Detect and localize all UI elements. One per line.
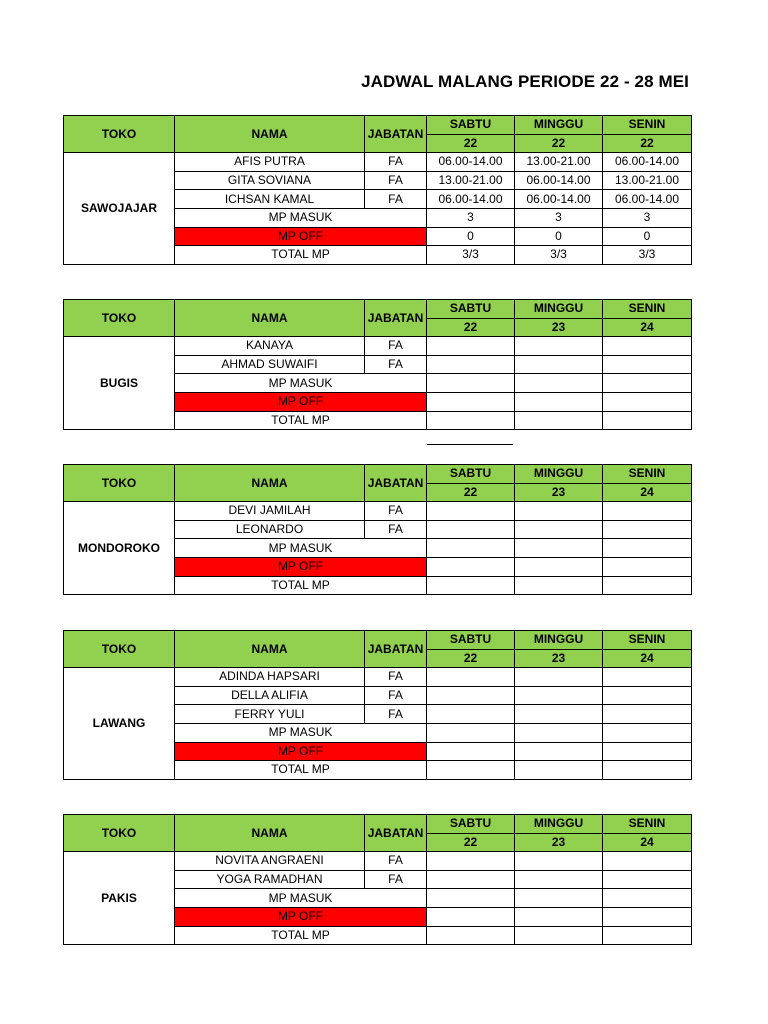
header-day: SABTU — [427, 300, 515, 319]
mp-off-value — [515, 742, 603, 761]
header-jabatan: JABATAN — [365, 815, 427, 852]
header-jabatan: JABATAN — [365, 465, 427, 502]
mp-off-value — [515, 907, 603, 926]
shift-cell: 06.00-14.00 — [427, 153, 515, 172]
header-date: 22 — [427, 318, 515, 337]
total-mp-label: TOTAL MP — [175, 761, 427, 780]
schedule-table — [63, 464, 692, 595]
store-table-mondoroko — [63, 464, 692, 595]
mp-masuk-value — [515, 723, 603, 742]
staff-name: DEVI JAMILAH — [175, 502, 365, 521]
header-day: MINGGU — [515, 465, 603, 484]
mp-off-value: 0 — [427, 227, 515, 246]
total-mp-label: TOTAL MP — [175, 246, 427, 265]
mp-off-value — [603, 557, 692, 576]
total-mp-value — [515, 926, 603, 945]
shift-cell — [515, 870, 603, 889]
total-mp-value — [427, 761, 515, 780]
shift-cell — [427, 686, 515, 705]
mp-masuk-value — [603, 889, 692, 908]
shift-cell — [603, 520, 692, 539]
header-row — [64, 465, 692, 484]
staff-row — [64, 668, 692, 687]
shift-cell — [603, 686, 692, 705]
header-toko: TOKO — [64, 815, 175, 852]
header-day: MINGGU — [515, 300, 603, 319]
total-mp-value: 3/3 — [427, 246, 515, 265]
header-date: 23 — [515, 833, 603, 852]
mp-off-value — [603, 907, 692, 926]
header-date: 24 — [603, 318, 692, 337]
staff-name: GITA SOVIANA — [175, 171, 365, 190]
staff-role: FA — [365, 337, 427, 356]
mp-masuk-value — [603, 723, 692, 742]
shift-cell — [603, 502, 692, 521]
staff-role: FA — [365, 686, 427, 705]
staff-name: KANAYA — [175, 337, 365, 356]
total-mp-label: TOTAL MP — [175, 926, 427, 945]
header-date: 24 — [603, 483, 692, 502]
shift-cell — [515, 502, 603, 521]
staff-name: ADINDA HAPSARI — [175, 668, 365, 687]
header-date: 22 — [515, 134, 603, 153]
header-nama: NAMA — [175, 815, 365, 852]
header-jabatan: JABATAN — [365, 631, 427, 668]
total-mp-value — [427, 926, 515, 945]
total-mp-label: TOTAL MP — [175, 576, 427, 595]
staff-role: FA — [365, 870, 427, 889]
mp-masuk-value: 3 — [427, 208, 515, 227]
header-date: 23 — [515, 483, 603, 502]
mp-off-value: 0 — [515, 227, 603, 246]
mp-masuk-label: MP MASUK — [175, 723, 427, 742]
store-name: PAKIS — [64, 852, 175, 945]
shift-cell — [515, 355, 603, 374]
header-nama: NAMA — [175, 300, 365, 337]
mp-masuk-label: MP MASUK — [175, 208, 427, 227]
header-toko: TOKO — [64, 631, 175, 668]
header-day: MINGGU — [515, 815, 603, 834]
total-mp-value — [603, 411, 692, 430]
page-title: JADWAL MALANG PERIODE 22 - 28 MEI — [361, 72, 689, 91]
shift-cell: 13.00-21.00 — [603, 171, 692, 190]
staff-name: NOVITA ANGRAENI — [175, 852, 365, 871]
shift-cell — [515, 337, 603, 356]
header-date: 22 — [603, 134, 692, 153]
header-toko: TOKO — [64, 116, 175, 153]
header-day: SENIN — [603, 300, 692, 319]
shift-cell — [515, 686, 603, 705]
store-name: SAWOJAJAR — [64, 153, 175, 265]
schedule-table — [63, 630, 692, 780]
total-mp-value — [603, 761, 692, 780]
header-date: 22 — [427, 833, 515, 852]
header-day: SENIN — [603, 465, 692, 484]
staff-role: FA — [365, 171, 427, 190]
total-mp-label: TOTAL MP — [175, 411, 427, 430]
shift-cell — [427, 520, 515, 539]
header-day: MINGGU — [515, 116, 603, 135]
staff-role: FA — [365, 852, 427, 871]
total-mp-value: 3/3 — [603, 246, 692, 265]
header-day: SENIN — [603, 815, 692, 834]
mp-off-value — [427, 392, 515, 411]
header-day: SABTU — [427, 815, 515, 834]
staff-role: FA — [365, 668, 427, 687]
header-date: 23 — [515, 318, 603, 337]
shift-cell — [603, 870, 692, 889]
mp-masuk-value — [427, 374, 515, 393]
mp-masuk-value — [427, 539, 515, 558]
mp-masuk-label: MP MASUK — [175, 889, 427, 908]
header-toko: TOKO — [64, 465, 175, 502]
store-table-lawang — [63, 630, 692, 780]
header-day: SABTU — [427, 631, 515, 650]
header-day: MINGGU — [515, 631, 603, 650]
total-mp-value — [515, 576, 603, 595]
shift-cell: 06.00-14.00 — [515, 190, 603, 209]
shift-cell — [603, 337, 692, 356]
mp-masuk-value — [515, 374, 603, 393]
staff-name: LEONARDO — [175, 520, 365, 539]
staff-role: FA — [365, 502, 427, 521]
mp-off-label: MP OFF — [175, 227, 427, 246]
header-date: 22 — [427, 649, 515, 668]
header-day: SABTU — [427, 116, 515, 135]
header-nama: NAMA — [175, 465, 365, 502]
header-toko: TOKO — [64, 300, 175, 337]
mp-off-label: MP OFF — [175, 907, 427, 926]
staff-name: ICHSAN KAMAL — [175, 190, 365, 209]
shift-cell — [515, 705, 603, 724]
shift-cell: 06.00-14.00 — [515, 171, 603, 190]
mp-masuk-label: MP MASUK — [175, 539, 427, 558]
staff-role: FA — [365, 190, 427, 209]
schedule-table — [63, 115, 692, 265]
total-mp-value — [603, 926, 692, 945]
shift-cell: 06.00-14.00 — [603, 153, 692, 172]
shift-cell — [427, 852, 515, 871]
shift-cell — [427, 337, 515, 356]
header-row — [64, 116, 692, 135]
shift-cell — [427, 502, 515, 521]
mp-masuk-label: MP MASUK — [175, 374, 427, 393]
schedule-table — [63, 814, 692, 945]
total-mp-value — [427, 411, 515, 430]
header-day: SENIN — [603, 631, 692, 650]
shift-cell — [603, 668, 692, 687]
total-mp-value — [515, 411, 603, 430]
header-date: 22 — [427, 483, 515, 502]
total-mp-value — [515, 761, 603, 780]
mp-off-value — [515, 392, 603, 411]
staff-name: FERRY YULI — [175, 705, 365, 724]
mp-masuk-value — [515, 889, 603, 908]
store-table-sawojajar — [63, 115, 692, 265]
staff-row — [64, 153, 692, 172]
header-nama: NAMA — [175, 631, 365, 668]
total-mp-value — [603, 576, 692, 595]
staff-row — [64, 337, 692, 356]
header-jabatan: JABATAN — [365, 300, 427, 337]
staff-role: FA — [365, 520, 427, 539]
header-row — [64, 300, 692, 319]
header-row — [64, 815, 692, 834]
staff-name: AHMAD SUWAIFI — [175, 355, 365, 374]
mp-off-value — [603, 392, 692, 411]
staff-row — [64, 502, 692, 521]
store-name: LAWANG — [64, 668, 175, 780]
shift-cell — [427, 668, 515, 687]
divider-line — [427, 444, 513, 445]
header-row — [64, 631, 692, 650]
staff-name: AFIS PUTRA — [175, 153, 365, 172]
staff-name: YOGA RAMADHAN — [175, 870, 365, 889]
mp-masuk-value — [603, 539, 692, 558]
shift-cell — [427, 870, 515, 889]
shift-cell — [515, 852, 603, 871]
header-day: SABTU — [427, 465, 515, 484]
header-date: 24 — [603, 833, 692, 852]
mp-off-value — [427, 557, 515, 576]
store-table-bugis — [63, 299, 692, 430]
total-mp-value: 3/3 — [515, 246, 603, 265]
shift-cell — [515, 520, 603, 539]
shift-cell — [603, 355, 692, 374]
shift-cell — [603, 705, 692, 724]
store-name: MONDOROKO — [64, 502, 175, 595]
shift-cell: 06.00-14.00 — [427, 190, 515, 209]
shift-cell — [427, 355, 515, 374]
mp-off-label: MP OFF — [175, 557, 427, 576]
mp-masuk-value — [427, 723, 515, 742]
shift-cell — [603, 852, 692, 871]
shift-cell — [515, 668, 603, 687]
staff-name: DELLA ALIFIA — [175, 686, 365, 705]
header-nama: NAMA — [175, 116, 365, 153]
store-table-pakis — [63, 814, 692, 945]
mp-masuk-value — [427, 889, 515, 908]
mp-off-value — [515, 557, 603, 576]
total-mp-value — [427, 576, 515, 595]
shift-cell: 13.00-21.00 — [515, 153, 603, 172]
staff-row — [64, 852, 692, 871]
mp-off-label: MP OFF — [175, 392, 427, 411]
header-day: SENIN — [603, 116, 692, 135]
mp-off-value — [427, 907, 515, 926]
shift-cell — [427, 705, 515, 724]
staff-role: FA — [365, 705, 427, 724]
mp-masuk-value — [603, 374, 692, 393]
mp-off-label: MP OFF — [175, 742, 427, 761]
mp-masuk-value: 3 — [603, 208, 692, 227]
staff-role: FA — [365, 153, 427, 172]
mp-off-value — [427, 742, 515, 761]
mp-off-value: 0 — [603, 227, 692, 246]
header-date: 24 — [603, 649, 692, 668]
mp-masuk-value: 3 — [515, 208, 603, 227]
shift-cell: 06.00-14.00 — [603, 190, 692, 209]
header-date: 22 — [427, 134, 515, 153]
mp-off-value — [603, 742, 692, 761]
header-jabatan: JABATAN — [365, 116, 427, 153]
schedule-table — [63, 299, 692, 430]
mp-masuk-value — [515, 539, 603, 558]
store-name: BUGIS — [64, 337, 175, 430]
staff-role: FA — [365, 355, 427, 374]
header-date: 23 — [515, 649, 603, 668]
shift-cell: 13.00-21.00 — [427, 171, 515, 190]
